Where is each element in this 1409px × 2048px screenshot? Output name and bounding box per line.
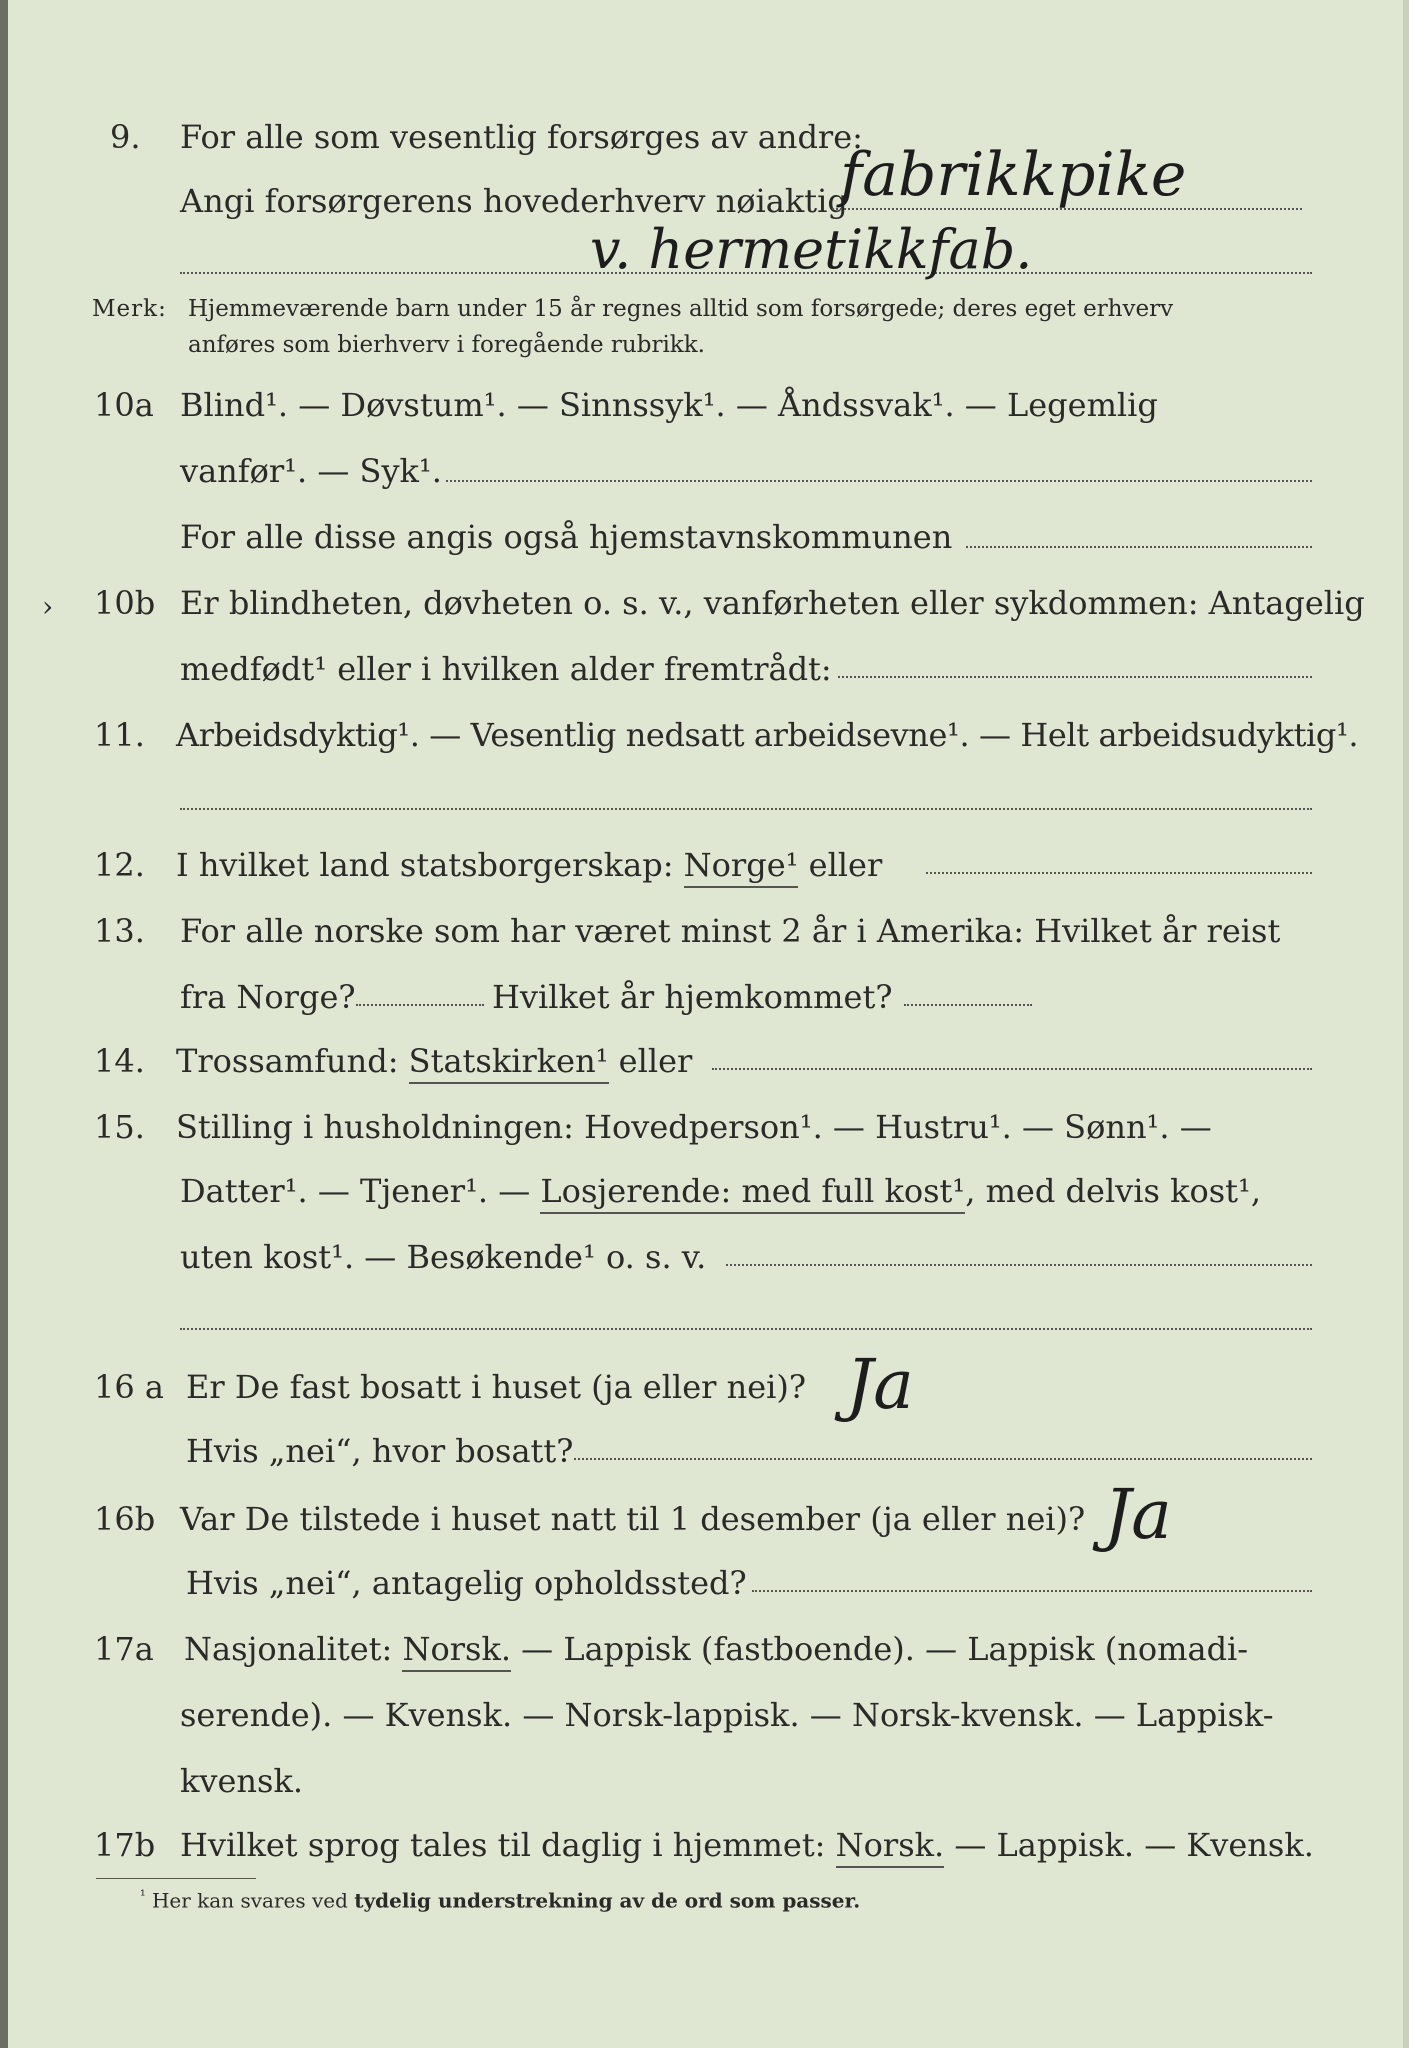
q9-line1: For alle som vesentlig forsørges av andre: [180,118,863,156]
q9-number: 9. [110,118,141,156]
q17a-line3: kvensk. [180,1762,303,1800]
q14-underlined-choice: Statskirken¹ [409,1042,609,1084]
q14-line [176,1042,692,1080]
q13-fill-reist [356,1004,484,1006]
footnote-bold-text: tydelig understrekning av de ord som passer. [354,1888,861,1913]
q11-fill-line [180,808,1312,810]
q10a-line3: For alle disse angis også hjemstavnskommunen [180,518,953,556]
q14-prefix: Trossamfund: [176,1042,399,1080]
q17a-prefix: Nasjonalitet: [184,1630,393,1668]
q12-number: 12. [94,846,145,884]
q12-prefix: I hvilket land statsborgerskap: [176,846,674,884]
q15-line2 [180,1172,1261,1210]
q15-line2a: Datter¹. — Tjener¹. — [180,1172,531,1210]
q16b-handwritten-answer: Ja [1104,1476,1172,1555]
q10b-fill-line2 [838,676,1312,678]
q16a-number: 16 a [94,1368,164,1406]
q16b-fill-line2 [752,1590,1312,1592]
q10a-line2: vanfør¹. — Syk¹. [180,452,442,490]
q10b-line1: Er blindheten, døvheten o. s. v., vanførheten eller sykdommen: Antagelig [180,584,1365,622]
merk-label: Merk: [92,296,167,322]
q14-number: 14. [94,1042,145,1080]
merk-line2: anføres som bierhverv i foregående rubrikk. [188,332,705,358]
footnote-rule [96,1878,256,1879]
q17b-underlined-choice: Norsk. [836,1826,945,1868]
q9-handwritten-answer1: fabrikkpike [840,140,1187,210]
q16b-number: 16b [94,1500,156,1538]
q17b-suffix: — Lappisk. — Kvensk. [954,1826,1314,1864]
q10a-fill-line2 [446,480,1312,482]
footnote [140,1888,860,1913]
q17a-line1-rest: — Lappisk (fastboende). — Lappisk (nomadi- [521,1630,1249,1668]
q10a-number: 10a [94,386,154,424]
q16a-handwritten-answer: Ja [846,1346,914,1425]
q16b-line2: Hvis „nei“, antagelig opholdssted? [186,1564,747,1602]
q10b-line2: medfødt¹ eller i hvilken alder fremtrådt: [180,650,832,688]
q10a-line1: Blind¹. — Døvstum¹. — Sinnssyk¹. — Åndssvak¹. — Legemlig [180,386,1158,424]
q14-fill-line [712,1068,1312,1070]
q15-fill-line4 [180,1328,1312,1330]
footnote-text: Her kan svares ved [151,1888,348,1913]
q11-number: 11. [94,716,145,754]
q13-number: 13. [94,912,145,950]
footnote-mark: ¹ [140,1888,146,1904]
q17a-line1 [184,1630,1248,1668]
q16b-line1: Var De tilstede i huset natt til 1 desember (ja eller nei)? [180,1500,1086,1538]
q12-suffix: eller [808,846,883,884]
q15-line1: Stilling i husholdningen: Hovedperson¹. — Hustru¹. — Sønn¹. — [176,1108,1212,1146]
q13-line2a: fra Norge? [180,978,356,1016]
q12-underlined-choice: Norge¹ [684,846,799,888]
q17a-underlined-choice: Norsk. [402,1630,511,1672]
q16a-fill-line2 [574,1458,1312,1460]
q16a-line2: Hvis „nei“, hvor bosatt? [186,1432,574,1470]
q17b-number: 17b [94,1826,156,1864]
q12-fill-line [926,872,1312,874]
q15-underlined-choice: Losjerende: med full kost¹ [540,1172,965,1214]
q17a-line2: serende). — Kvensk. — Norsk-lappisk. — Norsk-kvensk. — Lappisk- [180,1696,1274,1734]
q12-line [176,846,882,884]
q13-line1: For alle norske som har været minst 2 år i Amerika: Hvilket år reist [180,912,1281,950]
q17b-prefix: Hvilket sprog tales til daglig i hjemmet: [180,1826,826,1864]
q13-line2b: Hvilket år hjemkommet? [492,978,893,1016]
q9-handwritten-answer2: v. hermetikkfab. [590,218,1033,281]
merk-line1: Hjemmeværende barn under 15 år regnes alltid som forsørgede; deres eget erhverv [188,296,1174,322]
q10a-fill-line3 [966,546,1312,548]
q16a-line1: Er De fast bosatt i huset (ja eller nei)? [186,1368,807,1406]
margin-tick-mark: › [42,590,54,623]
q15-number: 15. [94,1108,145,1146]
q17b-line [180,1826,1314,1864]
q15-fill-line3 [726,1264,1312,1266]
q13-fill-hjemkommet [904,1004,1032,1006]
q17a-number: 17a [94,1630,154,1668]
scan-right-edge [1403,0,1409,2048]
q14-suffix: eller [618,1042,693,1080]
q10b-number: 10b [94,584,156,622]
q11-line1: Arbeidsdyktig¹. — Vesentlig nedsatt arbeidsevne¹. — Helt arbeidsudyktig¹. [176,716,1359,754]
q15-line2b: , med delvis kost¹, [965,1172,1262,1210]
q15-line3: uten kost¹. — Besøkende¹ o. s. v. [180,1238,707,1276]
scan-left-edge [0,0,8,2048]
q9-line2: Angi forsørgerens hovederhverv nøiaktig [180,182,848,220]
